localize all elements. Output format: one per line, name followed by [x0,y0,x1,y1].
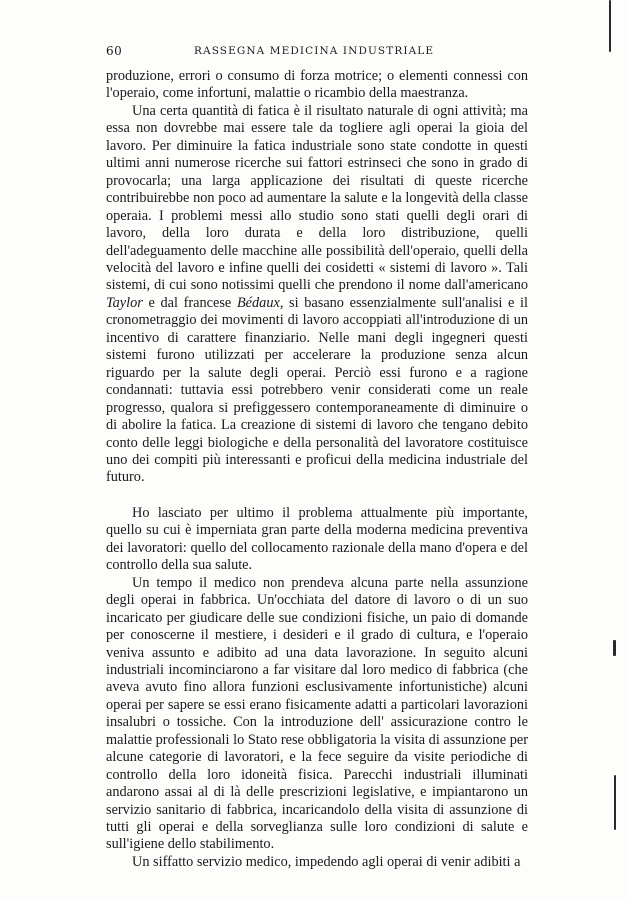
article-body [106,68,528,871]
scan-edge-mark [614,775,616,830]
text-run: Una certa quantità di fatica è il risultato naturale di ogni attività; ma essa non dovrebbe mai essere tale da togliere agli operai la gioia del lavoro. Per diminuire la fatica industriale sono state condotte in questi ultimi anni numerose ricerche sui fattori estrinseci che sono in grado di provocarla; una larga applicazione dei risultati di queste ricerche contribuirebbe non poco ad aumentare la salute e la longevità della classe operaia. I problemi messi allo studio sono stati quelli degli orari di lavoro, della loro durata e della loro distribuzione, quelli dell'adeguamento delle macchine alle possibilità dell'operaio, quelli della velocità del lavoro e infine quelli dei cosidetti « sistemi di lavoro ». Tali sistemi, di cui sono notissimi quelli che prendono il nome dall'americano [106,102,528,294]
paragraph [106,68,528,103]
page-number: 60 [106,44,123,58]
text-run: e dal francese [142,294,237,311]
text-run: Un tempo il medico non prendeva alcuna parte nella assunzione degli operai in fabbrica. Un'occhiata del datore di lavoro o di un suo incaricato per giudicare delle sue condizioni fisiche, un paio di domande per conoscerne il mestiere, i desideri e il grado di cultura, e l'operaio veniva assunto e adibito ad una data lavorazione. In seguito alcuni industriali incominciarono a far visitare dal loro medico di fabbrica (che aveva avuto fino allora funzioni esclusivamente infortunistiche) alcuni operai per sapere se essi erano fisicamente adatti a particolari lavorazioni insalubri o tossiche. Con la introduzione dell' assicurazione contro le malattie professionali lo Stato rese obbligatoria la visita di assunzione per alcune categorie di lavoratori, e la fece seguire da visite periodiche di controllo della loro idoneità fisica. Parecchi industriali illuminati andarono assai al di là delle prescrizioni legislative, e impiantarono un servizio sanitario di fabbrica, incaricandolo della visita di assunzione di tutti gli operai e della sorveglianza sulle loro condizioni di salute e sull'igiene dello stabilimento. [106,574,528,853]
scan-edge-mark [613,640,616,656]
paragraph [106,103,528,487]
paragraph [106,854,528,871]
text-run: Un siffatto servizio medico, impedendo agli operai di venir adibiti a [132,853,521,870]
paragraph [106,505,528,575]
running-title: RASSEGNA MEDICINA INDUSTRIALE [194,45,435,57]
paragraph [106,575,528,854]
italic-name: Bédaux [236,294,280,311]
scan-edge-mark [609,0,611,52]
text-run: produzione, errori o consumo di forza motrice; o elementi connessi con l'operaio, come infortuni, malattie o ricambio della maestranza. [106,68,528,102]
text-run: , si basano essenzialmente sull'analisi e il cronometraggio dei movimenti di lavoro accoppiati all'introduzione di un incentivo di carattere finanziario. Nelle mani degli ingegneri questi sistemi furono utilizzati per accelerare la produzione senza alcun riguardo per la salute degli operai. Perciò essi furono e a ragione condannati: tuttavia essi potrebbero venir considerati come un reale progresso, qualora si prefiggessero contemporaneamente di diminuire o di abolire la fatica. La creazione di sistemi di lavoro che tengano debito conto delle leggi biologiche e della personalità del lavoratore costituisce uno dei compiti più interessanti e proficui della medicina industriale del futuro. [106,294,528,486]
page-header [106,44,546,62]
text-run: Ho lasciato per ultimo il problema attualmente più importante, quello su cui è imperniata gran parte della moderna medicina preventiva dei lavoratori: quello del collocamento razionale della mano d'opera e del controllo della sua salute. [106,504,528,574]
italic-name: Taylor [106,294,143,311]
